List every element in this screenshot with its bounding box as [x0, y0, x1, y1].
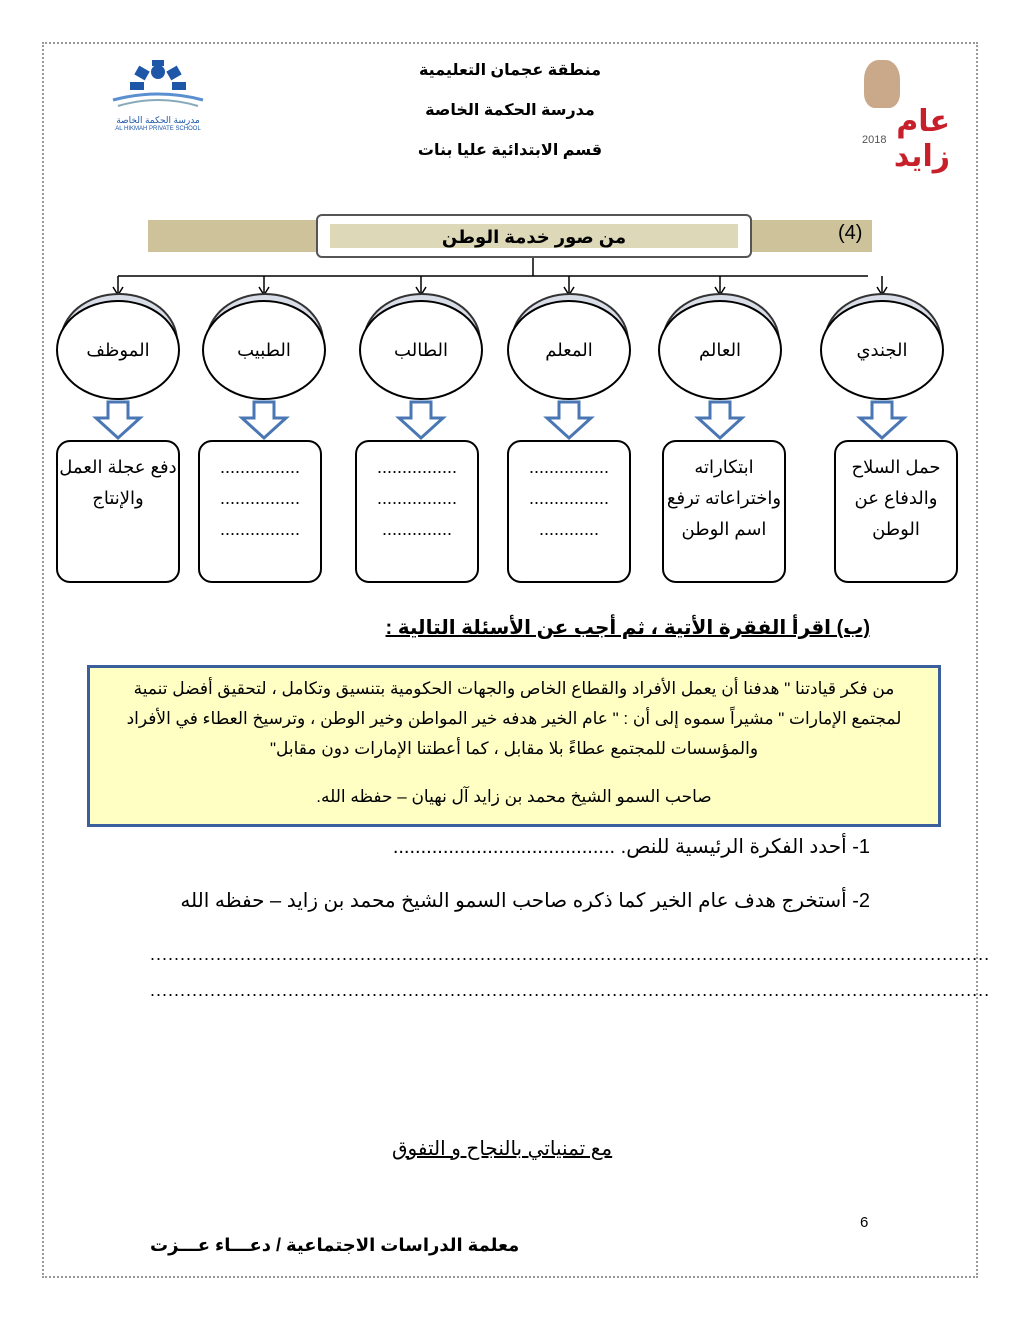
question-1: 1- أحدد الفكرة الرئيسية للنص. ........................................	[392, 836, 870, 858]
closing-wish: مع تمنياتي بالنجاح و التفوق	[392, 1138, 613, 1160]
role-answer-box[interactable]	[834, 440, 958, 583]
role-ellipse	[56, 300, 180, 400]
quote-text: من فكر قيادتنا " هدفنا أن يعمل الأفراد والقطاع الخاص والجهات الحكومية بتنسيق وتكامل ، لتحقيق أفضل تنمية لمجتمع الإمارات " مشيراً سموه إلى أن : " عام الخير هدفه خير المواطن وخير الوطن ، وترسيخ العطاء في الأفراد والمؤسسات للمجتمع عطاءً بلا مقابل ، كما أعطتنا الإمارات دون مقابل"	[126, 679, 902, 758]
role-label: الطبيب	[237, 340, 291, 360]
school-name-ar: مدرسة الحكمة الخاصة	[116, 115, 200, 125]
role-answer-box[interactable]	[198, 440, 322, 583]
header-line2: مدرسة الحكمة الخاصة	[425, 102, 595, 119]
down-arrow-icon	[242, 402, 286, 438]
role-label: الموظف	[86, 340, 150, 360]
quote-attribution: صاحب السمو الشيخ محمد بن زايد آل نهيان – حفظه الله.	[316, 787, 712, 806]
role-answer: ابتكاراته واختراعاته ترفع اسم الوطن	[666, 457, 782, 539]
role-label: الجندي	[856, 340, 908, 360]
role-label: العالم	[698, 340, 742, 360]
role-ellipse	[507, 300, 631, 400]
answer-line-1[interactable]: ............................................................................................................................................	[150, 944, 991, 964]
role-ellipse	[359, 300, 483, 400]
header-line1: منطقة عجمان التعليمية	[418, 62, 602, 79]
role-answer: ................ ................ ................	[219, 457, 300, 539]
down-arrow-icon	[96, 402, 140, 438]
down-arrow-icon	[547, 402, 591, 438]
role-ellipse	[202, 300, 326, 400]
quote-box	[87, 665, 941, 827]
role-ellipse	[820, 300, 944, 400]
down-arrow-icon	[698, 402, 742, 438]
role-answer: ................ ................ ..............	[376, 457, 457, 539]
school-name-en: AL HIKMAH PRIVATE SCHOOL	[115, 126, 201, 132]
page-number: 6	[860, 1214, 869, 1231]
role-answer-box[interactable]	[662, 440, 786, 583]
down-arrow-icon	[399, 402, 443, 438]
role-answer-box[interactable]	[507, 440, 631, 583]
role-answer: ................ ................ ............	[528, 457, 609, 539]
question-2: 2- أستخرج هدف عام الخير كما ذكره صاحب السمو الشيخ محمد بن زايد – حفظه الله	[180, 890, 870, 912]
question-number: (4)	[838, 222, 863, 244]
down-arrow-icon	[860, 402, 904, 438]
role-answer-box[interactable]	[56, 440, 180, 583]
teacher-name: معلمة الدراسات الاجتماعية / دعـــاء عـــزت	[150, 1235, 520, 1255]
header-line3: قسم الابتدائية عليا بنات	[417, 142, 603, 159]
role-label: المعلم	[545, 340, 593, 360]
role-answer-box[interactable]	[355, 440, 479, 583]
banner-title: من صور خدمة الوطن	[330, 224, 738, 248]
role-answer: دفع عجلة العمل والإنتاج	[59, 457, 177, 508]
role-ellipse	[658, 300, 782, 400]
role-answer: حمل السلاح والدفاع عن الوطن	[851, 457, 941, 539]
zayed-year-logo: عام زايد 2018	[858, 60, 950, 148]
answer-line-2[interactable]: ............................................................................................................................................	[150, 980, 991, 1000]
role-label: الطالب	[394, 340, 448, 360]
section-b-title: (ب) اقرأ الفقرة الأتية ، ثم أجب عن الأسئلة التالية :	[385, 617, 870, 639]
